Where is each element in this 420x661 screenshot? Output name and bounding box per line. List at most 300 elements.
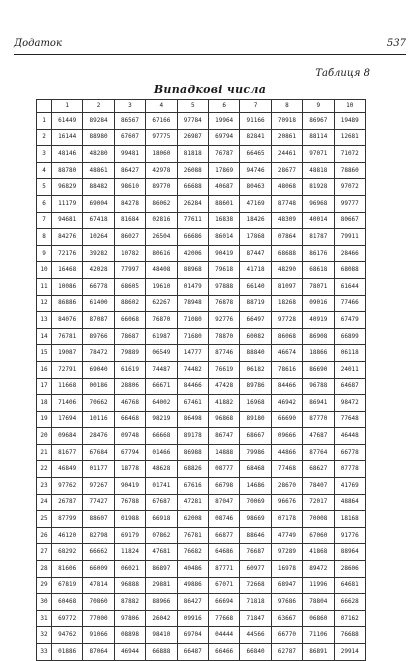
table-cell: 77668 [208,610,239,627]
table-cell: 77466 [334,295,365,312]
table-cell: 01988 [114,511,145,528]
row-number: 18 [37,395,52,412]
table-cell: 07864 [271,229,302,246]
table-cell: 97806 [114,610,145,627]
row-number: 33 [37,644,52,661]
table-row [37,577,366,594]
table-cell: 28606 [334,561,365,578]
table-cell: 00186 [83,378,114,395]
table-cell: 94746 [240,162,271,179]
table-cell: 16978 [271,561,302,578]
table-cell: 39282 [83,245,114,262]
table-row [37,561,366,578]
table-cell: 40014 [303,212,334,229]
table-cell: 78407 [303,478,334,495]
table-cell: 78870 [208,328,239,345]
table-cell: 61449 [52,113,83,130]
table-cell: 46448 [334,428,365,445]
table-cell: 84466 [177,378,208,395]
table-cell: 88646 [240,527,271,544]
table-cell: 19087 [52,345,83,362]
table-cell: 86967 [303,113,334,130]
table-cell: 87770 [303,411,334,428]
table-cell: 86988 [177,444,208,461]
table-cell: 87047 [208,494,239,511]
table-row [37,278,366,295]
table-cell: 17869 [208,162,239,179]
table-cell: 87087 [83,312,114,329]
table-row [37,113,366,130]
table-cell: 69772 [52,610,83,627]
table-cell: 82798 [83,527,114,544]
table-row [37,146,366,163]
table-cell: 72176 [52,245,83,262]
row-number: 16 [37,361,52,378]
table-cell: 70918 [271,113,302,130]
table-cell: 47687 [303,428,334,445]
row-number: 14 [37,328,52,345]
table-cell: 86747 [208,428,239,445]
table-cell: 17694 [52,411,83,428]
row-number: 6 [37,195,52,212]
table-cell: 19964 [208,113,239,130]
table-cell: 48290 [271,262,302,279]
table-cell: 81928 [303,179,334,196]
table-row [37,610,366,627]
table-cell: 96788 [303,378,334,395]
table-cell: 01466 [146,444,177,461]
table-cell: 89178 [177,428,208,445]
table-cell: 06182 [240,361,271,378]
table-cell: 66877 [208,527,239,544]
row-number: 5 [37,179,52,196]
table-cell: 60977 [240,561,271,578]
table-cell: 40687 [208,179,239,196]
table-cell: 66778 [334,444,365,461]
table-title: Випадкові числа [153,83,267,96]
table-cell: 44566 [240,627,271,644]
table-cell: 88964 [334,544,365,561]
table-cell: 18268 [271,295,302,312]
table-cell: 71080 [177,312,208,329]
table-cell: 48408 [146,262,177,279]
table-cell: 28670 [271,478,302,495]
row-number: 23 [37,478,52,495]
table-row [37,245,366,262]
table-cell: 66668 [146,428,177,445]
table-cell: 17868 [240,229,271,246]
table-cell: 06021 [114,561,145,578]
table-cell: 19610 [146,278,177,295]
table-cell: 94762 [52,627,83,644]
table-cell: 09684 [52,428,83,445]
table-cell: 28476 [83,428,114,445]
table-cell: 66798 [208,478,239,495]
table-cell: 69794 [208,129,239,146]
row-number: 7 [37,212,52,229]
table-row [37,494,366,511]
table-cell: 66688 [177,179,208,196]
table-cell: 10264 [83,229,114,246]
table-cell: 80667 [334,212,365,229]
table-cell: 89180 [240,411,271,428]
table-cell: 97784 [177,113,208,130]
table-cell: 98410 [146,627,177,644]
table-cell: 68826 [177,461,208,478]
table-cell: 66068 [114,312,145,329]
table-row [37,444,366,461]
table-cell: 87764 [303,444,334,461]
row-number: 24 [37,494,52,511]
table-cell: 78804 [303,594,334,611]
table-cell: 86690 [303,361,334,378]
table-cell: 46849 [52,461,83,478]
table-cell: 88607 [83,511,114,528]
table-cell: 61644 [334,278,365,295]
row-number: 15 [37,345,52,362]
table-cell: 26787 [52,494,83,511]
table-cell: 99777 [334,195,365,212]
table-cell: 96829 [52,179,83,196]
table-cell: 69704 [177,627,208,644]
table-cell: 09916 [177,610,208,627]
table-cell: 87447 [240,245,271,262]
table-cell: 96968 [303,195,334,212]
table-cell: 07778 [334,461,365,478]
table-corner-cell [37,100,52,113]
table-cell: 72668 [240,577,271,594]
table-cell: 84276 [52,229,83,246]
table-cell: 89284 [83,113,114,130]
row-number: 29 [37,577,52,594]
table-cell: 97762 [52,478,83,495]
table-cell: 89786 [240,378,271,395]
table-cell: 70662 [83,395,114,412]
table-cell: 41718 [240,262,271,279]
row-number: 11 [37,278,52,295]
table-cell: 48068 [271,179,302,196]
table-cell: 76781 [177,527,208,544]
table-cell: 82841 [240,129,271,146]
table-label: Таблиця 8 [315,68,370,79]
table-cell: 67060 [303,527,334,544]
table-cell: 07178 [271,511,302,528]
table-cell: 88719 [240,295,271,312]
table-cell: 24461 [271,146,302,163]
table-cell: 48309 [271,212,302,229]
table-cell: 81677 [52,444,83,461]
table-cell: 86427 [114,162,145,179]
table-cell: 66662 [83,544,114,561]
table-cell: 66497 [240,312,271,329]
table-cell: 04444 [208,627,239,644]
table-cell: 87799 [52,511,83,528]
table-cell: 86014 [208,229,239,246]
table-cell: 97072 [334,179,365,196]
table-cell: 06118 [334,345,365,362]
table-cell: 81606 [52,561,83,578]
table-cell: 84278 [114,195,145,212]
table-cell: 88980 [83,129,114,146]
table-cell: 67607 [114,129,145,146]
table-cell: 10782 [114,245,145,262]
table-row [37,411,366,428]
header-section-title: Додаток [14,38,62,49]
table-cell: 71680 [177,328,208,345]
table-cell: 91166 [240,113,271,130]
table-header-row [37,100,366,113]
table-row [37,378,366,395]
table-cell: 67616 [177,478,208,495]
table-cell: 63667 [271,610,302,627]
table-cell: 68947 [271,577,302,594]
table-cell: 80463 [240,179,271,196]
table-cell: 20861 [271,129,302,146]
table-cell: 64687 [334,378,365,395]
table-cell: 88840 [240,345,271,362]
table-cell: 41769 [334,478,365,495]
table-cell: 61987 [146,328,177,345]
column-header: 5 [177,100,208,113]
table-cell: 42978 [146,162,177,179]
table-cell: 69179 [114,527,145,544]
table-cell: 98472 [334,395,365,412]
row-number: 22 [37,461,52,478]
row-number: 25 [37,511,52,528]
table-cell: 86176 [303,245,334,262]
table-cell: 48146 [52,146,83,163]
table-cell: 70008 [303,511,334,528]
random-numbers-table [36,99,366,661]
table-cell: 29881 [146,577,177,594]
table-cell: 77648 [334,411,365,428]
table-cell: 88601 [208,195,239,212]
table-cell: 28677 [271,162,302,179]
table-cell: 74487 [146,361,177,378]
table-cell: 88114 [303,129,334,146]
table-cell: 86941 [303,395,334,412]
table-row [37,195,366,212]
table-cell: 66694 [208,594,239,611]
table-cell: 66778 [83,278,114,295]
table-cell: 64681 [334,577,365,594]
table-cell: 97267 [83,478,114,495]
table-cell: 48861 [83,162,114,179]
table-cell: 11179 [52,195,83,212]
table-cell: 76878 [208,295,239,312]
table-cell: 80616 [146,245,177,262]
table-cell: 44866 [271,444,302,461]
column-header: 4 [146,100,177,113]
table-cell: 14686 [240,478,271,495]
table-row [37,428,366,445]
table-cell: 81787 [303,229,334,246]
table-row [37,328,366,345]
column-header: 2 [83,100,114,113]
table-cell: 26088 [177,162,208,179]
row-number: 19 [37,411,52,428]
table-cell: 68468 [240,461,271,478]
row-number: 1 [37,113,52,130]
table-cell: 66690 [271,411,302,428]
table-row [37,179,366,196]
table-row [37,627,366,644]
table-cell: 69040 [83,361,114,378]
table-cell: 87748 [271,195,302,212]
table-cell: 01479 [177,278,208,295]
table-cell: 79889 [114,345,145,362]
table-cell: 68618 [303,262,334,279]
table-cell: 47428 [208,378,239,395]
table-cell: 66686 [177,229,208,246]
table-cell: 66466 [208,644,239,661]
table-cell: 78071 [303,278,334,295]
row-number: 20 [37,428,52,445]
table-cell: 77000 [83,610,114,627]
row-number: 31 [37,610,52,627]
row-number: 8 [37,229,52,246]
table-cell: 41882 [208,395,239,412]
table-cell: 08898 [114,627,145,644]
table-cell: 08746 [208,511,239,528]
table-cell: 28806 [114,378,145,395]
table-cell: 29914 [334,644,365,661]
table-cell: 66465 [240,146,271,163]
table-cell: 97775 [146,129,177,146]
row-number: 4 [37,162,52,179]
table-cell: 11996 [303,577,334,594]
table-cell: 46768 [114,395,145,412]
table-cell: 81097 [271,278,302,295]
table-cell: 16144 [52,129,83,146]
table-cell: 48628 [146,461,177,478]
table-cell: 09666 [271,428,302,445]
table-cell: 48864 [334,494,365,511]
table-cell: 67684 [83,444,114,461]
table-cell: 66468 [114,411,145,428]
table-cell: 72017 [303,494,334,511]
table-cell: 61400 [83,295,114,312]
table-cell: 88968 [177,262,208,279]
table-cell: 71818 [240,594,271,611]
row-number: 2 [37,129,52,146]
table-cell: 88602 [114,295,145,312]
table-row [37,312,366,329]
table-cell: 47681 [146,544,177,561]
table-cell: 19489 [334,113,365,130]
table-cell: 77427 [83,494,114,511]
table-cell: 67418 [83,212,114,229]
table-cell: 67819 [52,577,83,594]
table-cell: 88482 [83,179,114,196]
row-number: 28 [37,561,52,578]
table-cell: 98219 [146,411,177,428]
table-cell: 60082 [240,328,271,345]
table-cell: 68667 [240,428,271,445]
table-cell: 76781 [52,328,83,345]
table-cell: 77468 [271,461,302,478]
table-cell: 66899 [334,328,365,345]
table-cell: 06549 [146,345,177,362]
table-cell: 78472 [83,345,114,362]
table-cell: 86897 [146,561,177,578]
table-cell: 76682 [177,544,208,561]
table-cell: 18778 [114,461,145,478]
table-cell: 67071 [208,577,239,594]
table-cell: 28466 [334,245,365,262]
table-row [37,361,366,378]
table-cell: 78860 [334,162,365,179]
table-row [37,527,366,544]
table-cell: 61619 [114,361,145,378]
table-cell: 66009 [83,561,114,578]
table-cell: 68688 [271,245,302,262]
table-cell: 68627 [303,461,334,478]
table-cell: 68088 [334,262,365,279]
table-cell: 89472 [303,561,334,578]
table-cell: 78687 [114,328,145,345]
table-cell: 97888 [208,278,239,295]
table-cell: 14888 [208,444,239,461]
table-row [37,461,366,478]
page-number: 537 [386,38,406,49]
table-cell: 47281 [177,494,208,511]
row-number: 12 [37,295,52,312]
table-cell: 96676 [271,494,302,511]
table-cell: 87746 [208,345,239,362]
table-cell: 86062 [146,195,177,212]
table-cell: 86027 [114,229,145,246]
table-cell: 66671 [146,378,177,395]
table-row [37,129,366,146]
table-row [37,162,366,179]
column-header: 1 [52,100,83,113]
table-cell: 79618 [208,262,239,279]
table-cell: 26987 [177,129,208,146]
table-cell: 07862 [146,527,177,544]
table-cell: 68605 [114,278,145,295]
table-cell: 26042 [146,610,177,627]
table-cell: 66770 [271,627,302,644]
table-cell: 46120 [52,527,83,544]
table-cell: 69004 [83,195,114,212]
table-cell: 76687 [240,544,271,561]
table-cell: 76787 [208,146,239,163]
row-number: 13 [37,312,52,329]
table-cell: 70069 [240,494,271,511]
table-cell: 77997 [114,262,145,279]
table-cell: 41868 [303,544,334,561]
table-row [37,262,366,279]
table-cell: 72791 [52,361,83,378]
table-cell: 48280 [83,146,114,163]
table-cell: 26504 [146,229,177,246]
table-cell: 78948 [177,295,208,312]
table-cell: 71406 [52,395,83,412]
table-cell: 86908 [303,328,334,345]
table-row [37,212,366,229]
table-cell: 67166 [146,113,177,130]
table-cell: 76688 [334,627,365,644]
table-cell: 98669 [240,511,271,528]
table-cell: 40486 [177,561,208,578]
table-cell: 46674 [271,345,302,362]
table-cell: 47814 [83,577,114,594]
table-row [37,478,366,495]
table-cell: 18060 [146,146,177,163]
table-cell: 74482 [177,361,208,378]
row-number: 26 [37,527,52,544]
